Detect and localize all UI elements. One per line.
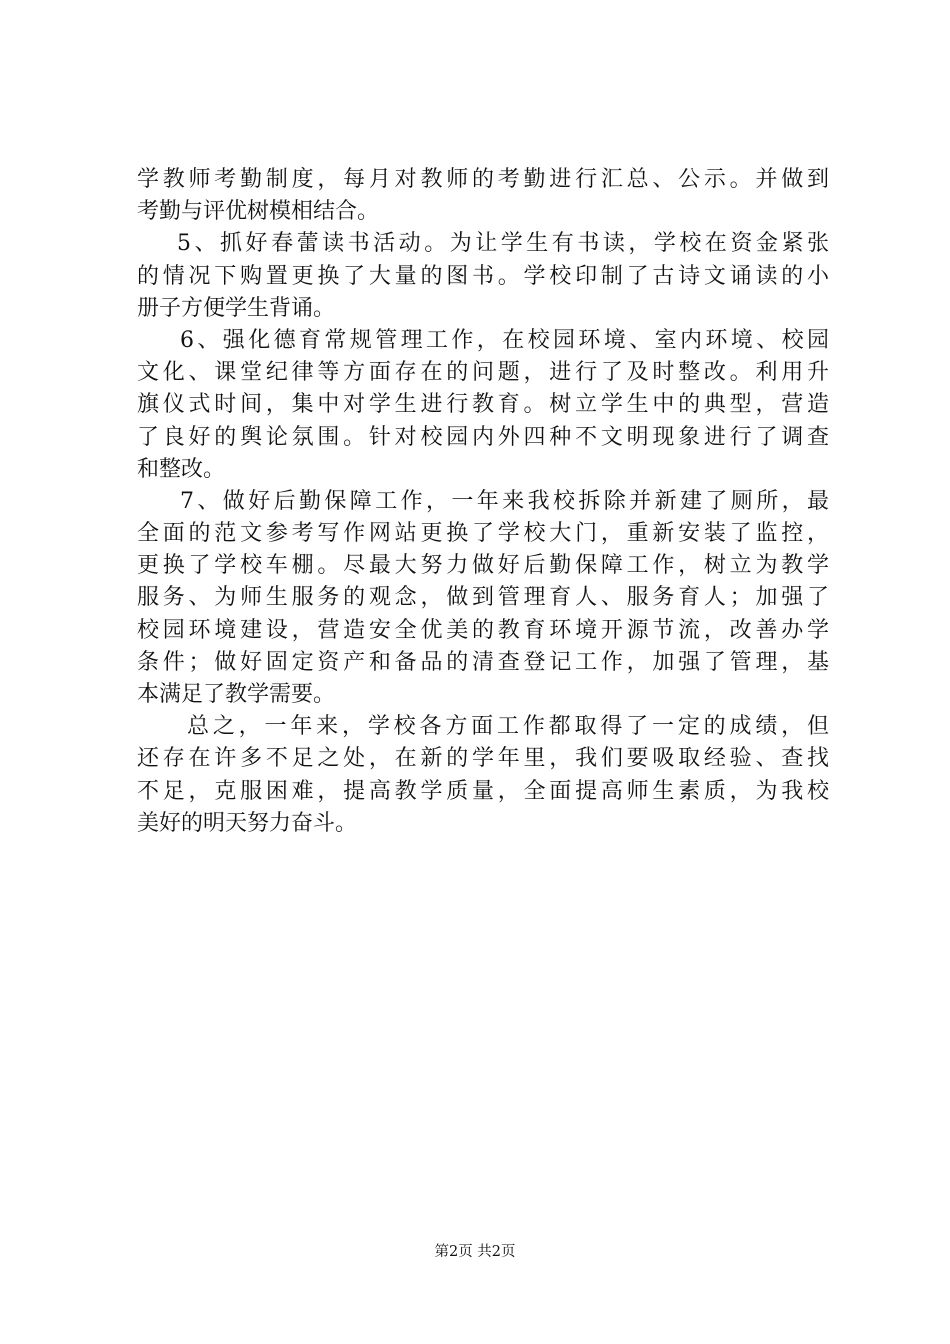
paragraph-line: 了良好的舆论氛围。针对校园内外四种不文明现象进行了调查 — [137, 424, 829, 450]
paragraph-line: 文化、课堂纪律等方面存在的问题，进行了及时整改。利用升 — [137, 360, 829, 386]
document-body — [137, 164, 829, 840]
paragraph-line: 更换了学校车棚。尽最大努力做好后勤保障工作，树立为教学 — [137, 553, 829, 579]
paragraph-line: 本满足了教学需要。 — [137, 682, 336, 707]
paragraph-line: 旗仪式时间，集中对学生进行教育。树立学生中的典型，营造 — [137, 392, 829, 418]
paragraph-line: 不足，克服困难，提高教学质量，全面提高师生素质，为我校 — [137, 778, 829, 804]
paragraph-line: 学教师考勤制度，每月对教师的考勤进行汇总、公示。并做到 — [137, 167, 829, 192]
paragraph-line: 条件；做好固定资产和备品的清查登记工作，加强了管理，基 — [137, 649, 829, 675]
paragraph-line: 和整改。 — [137, 456, 226, 482]
paragraph-line: 还存在许多不足之处，在新的学年里，我们要吸取经验、查找 — [137, 746, 829, 772]
paragraph-line: 6、强化德育常规管理工作，在校园环境、室内环境、校园 — [180, 327, 829, 353]
paragraph-line: 服务、为师生服务的观念，做到管理育人、服务育人；加强了 — [137, 585, 829, 611]
paragraph-line: 校园环境建设，营造安全优美的教育环境开源节流，改善办学 — [137, 617, 829, 643]
paragraph-line: 7、做好后勤保障工作，一年来我校拆除并新建了厕所，最 — [180, 488, 829, 514]
paragraph-line: 美好的明天努力奋斗。 — [137, 810, 358, 836]
paragraph-line: 的情况下购置更换了大量的图书。学校印制了古诗文诵读的小 — [137, 263, 829, 289]
paragraph-line: 全面的范文参考写作网站更换了学校大门，重新安装了监控， — [137, 521, 829, 547]
page-number-footer: 第2页 共2页 — [434, 1244, 516, 1260]
paragraph-line: 5、抓好春蕾读书活动。为让学生有书读，学校在资金紧张 — [177, 231, 829, 257]
paragraph-line: 册子方便学生背诵。 — [137, 295, 336, 321]
paragraph-line: 总之，一年来，学校各方面工作都取得了一定的成绩，但 — [187, 714, 829, 740]
paragraph-line: 考勤与评优树模相结合。 — [137, 199, 380, 225]
